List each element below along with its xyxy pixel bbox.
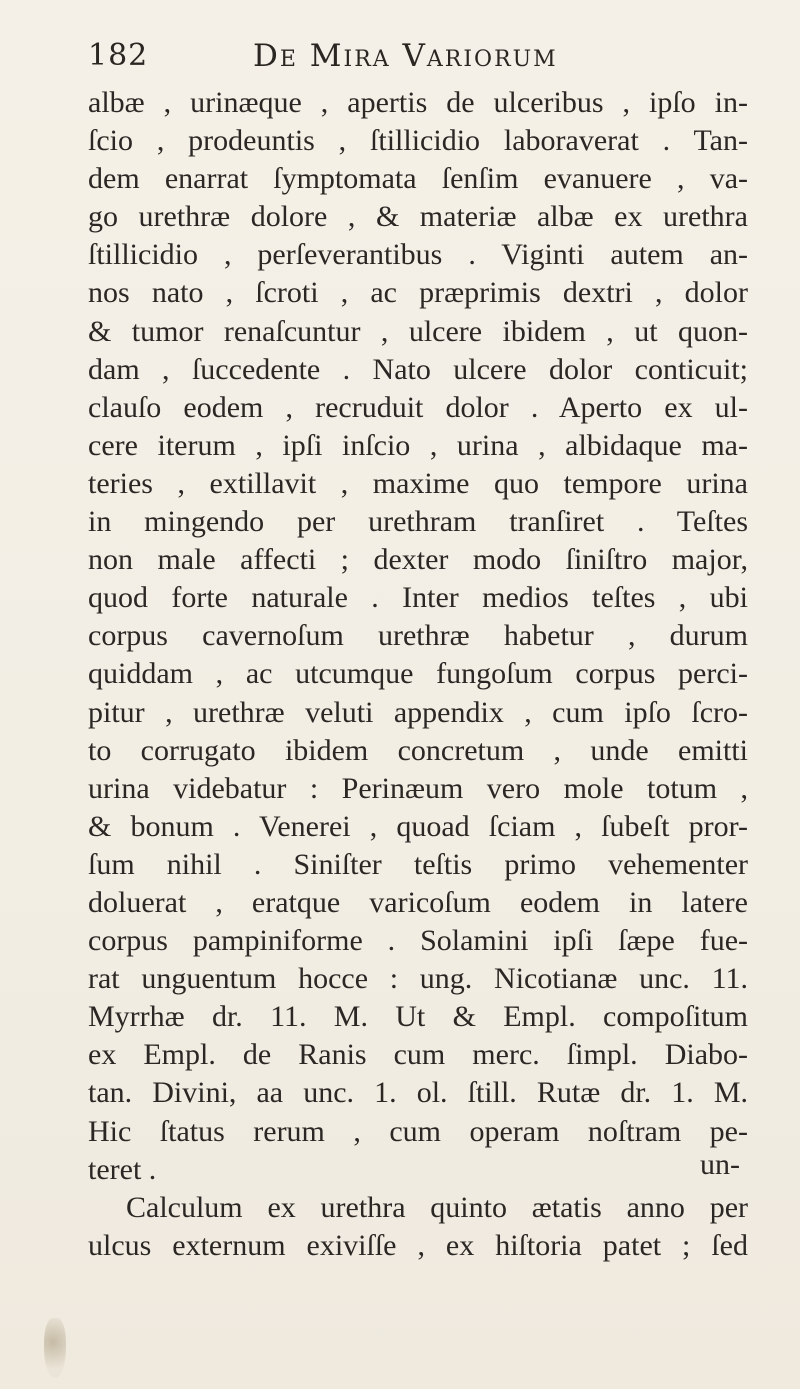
text-line: teries , extillavit , maxime quo tempore urina bbox=[88, 466, 748, 500]
text-line: tan. Divini, aa unc. 1. ol. ſtill. Rutæ dr. 1. M. bbox=[88, 1076, 748, 1110]
text-line: dem enarrat ſymptomata ſenſim evanuere , va- bbox=[88, 162, 748, 196]
page-header bbox=[88, 34, 738, 84]
text-line: Hic ſtatus rerum , cum operam noſtram pe- bbox=[88, 1114, 748, 1148]
text-line: corpus cavernoſum urethræ habetur , durum bbox=[88, 619, 748, 653]
text-line: nos nato , ſcroti , ac præprimis dextri , dolor bbox=[88, 276, 748, 310]
text-line: clauſo eodem , recruduit dolor . Aperto ex ul- bbox=[88, 390, 748, 424]
text-line: cere iterum , ipſi inſcio , urina , albidaque ma- bbox=[88, 428, 748, 462]
text-line: rat unguentum hocce : ung. Nicotianæ unc. 11. bbox=[88, 962, 748, 996]
text-line: teret . bbox=[88, 1152, 157, 1186]
text-line: non male affecti ; dexter modo ſiniſtro major, bbox=[88, 543, 748, 577]
text-line: Calculum ex urethra quinto ætatis anno per bbox=[126, 1190, 748, 1224]
text-line: in mingendo per urethram tranſiret . Teſtes bbox=[88, 505, 748, 539]
text-line: ex Empl. de Ranis cum merc. ſimpl. Diabo- bbox=[88, 1038, 748, 1072]
text-line: quod forte naturale . Inter medios teſtes , ubi bbox=[88, 581, 748, 615]
text-line: Myrrhæ dr. 11. M. Ut & Empl. compoſitum bbox=[88, 1000, 748, 1034]
body-text bbox=[88, 84, 748, 1265]
text-line: quiddam , ac utcumque fungoſum corpus perci- bbox=[88, 657, 748, 691]
paper-stain bbox=[44, 1318, 66, 1378]
text-line: ſum nihil . Siniſter teſtis primo vehementer bbox=[88, 847, 748, 881]
text-line: & tumor renaſcuntur , ulcere ibidem , ut quon- bbox=[88, 314, 748, 348]
text-line: to corrugato ibidem concretum , unde emitti bbox=[88, 733, 748, 767]
running-title: De Mira Variorum bbox=[253, 38, 558, 74]
text-line: dam , ſuccedente . Nato ulcere dolor conticuit; bbox=[88, 352, 748, 386]
text-line: ulcus externum exiviſſe , ex hiſtoria patet ; ſed bbox=[88, 1228, 748, 1262]
text-line: go urethræ dolore , & materiæ albæ ex urethra bbox=[88, 200, 748, 234]
page-number: 182 bbox=[88, 38, 149, 73]
text-line: & bonum . Venerei , quoad ſciam , ſubeſt pror- bbox=[88, 809, 748, 843]
text-line: pitur , urethræ veluti appendix , cum ipſo ſcro- bbox=[88, 695, 748, 729]
text-line: corpus pampiniforme . Solamini ipſi ſæpe fue- bbox=[88, 924, 748, 958]
text-line: albæ , urinæque , apertis de ulceribus , ipſo in- bbox=[88, 86, 748, 119]
text-line: doluerat , eratque varicoſum eodem in latere bbox=[88, 885, 748, 919]
catchword: un- bbox=[700, 1148, 740, 1181]
text-line: ſcio , prodeuntis , ſtillicidio laboraverat . Tan- bbox=[88, 124, 748, 158]
text-line: urina videbatur : Perinæum vero mole totum , bbox=[88, 771, 748, 805]
text-line: ſtillicidio , perſeverantibus . Viginti autem an- bbox=[88, 238, 748, 272]
